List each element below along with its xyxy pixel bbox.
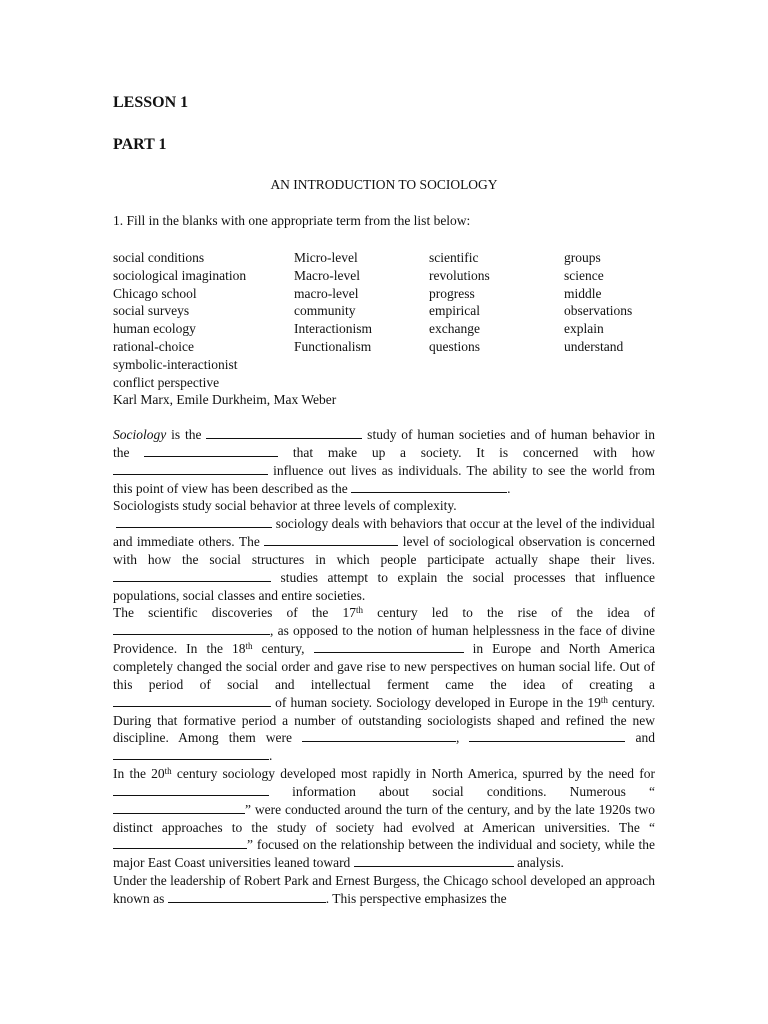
blank-line[interactable] xyxy=(113,622,270,635)
term: explain xyxy=(564,321,604,337)
term: Interactionism xyxy=(294,321,372,337)
exercise-text xyxy=(113,426,655,908)
term: social surveys xyxy=(113,303,190,319)
blank-line[interactable] xyxy=(469,729,625,742)
blank-line[interactable] xyxy=(354,854,514,867)
term: rational-choice xyxy=(113,338,194,354)
blank-line[interactable] xyxy=(113,783,269,796)
term: community xyxy=(294,303,356,319)
blank-line[interactable] xyxy=(116,515,272,528)
term: understand xyxy=(564,338,624,354)
document-title: AN INTRODUCTION TO SOCIOLOGY xyxy=(270,177,498,192)
blank-line[interactable] xyxy=(113,836,247,849)
blank-line[interactable] xyxy=(113,694,271,707)
blank-line[interactable] xyxy=(264,533,398,546)
term: exchange xyxy=(429,321,480,337)
paragraph: Sociologists study social behavior at three levels of complexity. xyxy=(113,498,457,514)
term: questions xyxy=(429,338,481,354)
term: Functionalism xyxy=(294,338,372,354)
blank-line[interactable] xyxy=(168,890,326,903)
blank-line[interactable] xyxy=(113,569,271,582)
blank-line[interactable] xyxy=(302,729,456,742)
paragraph: Sociology is the study of human societies and of human behavior in the that make up a society. It is concerned with how influence out lives as individuals. The ability to see the world from this point of view has been described as the . xyxy=(113,427,656,496)
term: Macro-level xyxy=(294,267,360,283)
term: empirical xyxy=(429,303,480,319)
lesson-heading: LESSON 1 xyxy=(113,94,189,111)
paragraph: In the 20th century sociology developed most rapidly in North America, spurred by the need for information about social conditions. Numerous “” were conducted around the turn of the century, and by the late 1920s two distinct approaches to the study of society had evolved at American universities. The “” focused on the relationship between the individual and society, while the major East Coast universities leaned toward analysis. xyxy=(113,766,655,871)
paragraph: The scientific discoveries of the 17th century led to the rise of the idea of , as opposed to the notion of human helplessness in the face of divine Providence. In the 18th century, in Europe and North America completely changed the social order and gave rise to new perspectives on human social life. Out of this period of social and intellectual ferment came the idea of creating a of human society. Sociology developed in Europe in the 19th century. During that formative period a number of outstanding sociologists shaped and refined the new discipline. Among them were , and . xyxy=(113,605,656,764)
blank-line[interactable] xyxy=(314,640,464,653)
term: Micro-level xyxy=(294,250,358,265)
blank-line[interactable] xyxy=(113,747,269,760)
term: middle xyxy=(564,285,602,301)
blank-line[interactable] xyxy=(113,801,245,814)
paragraph: Under the leadership of Robert Park and Ernest Burgess, the Chicago school developed an approach known as . This perspective emphasizes the xyxy=(113,873,655,906)
part-heading: PART 1 xyxy=(113,136,167,153)
term: symbolic-interactionist xyxy=(113,356,238,372)
term: Chicago school xyxy=(113,285,197,301)
term: social conditions xyxy=(113,250,205,265)
term: Karl Marx, Emile Durkheim, Max Weber xyxy=(113,392,337,408)
term: observations xyxy=(564,303,633,319)
italic-term: Sociology xyxy=(113,427,167,442)
term: scientific xyxy=(429,250,479,265)
term: human ecology xyxy=(113,321,196,337)
term: conflict perspective xyxy=(113,374,220,390)
blank-line[interactable] xyxy=(351,480,507,493)
exercise-instruction: 1. Fill in the blanks with one appropriate term from the list below: xyxy=(113,213,471,228)
blank-line[interactable] xyxy=(206,426,362,439)
paragraph: sociology deals with behaviors that occur at the level of the individual and immediate others. The level of sociological observation is concerned with how the social structures in which people participate actually shape their lives. studies attempt to explain the social processes that influence populations, social classes and entire societies. xyxy=(113,516,656,603)
term: macro-level xyxy=(294,285,359,301)
term: groups xyxy=(564,250,601,265)
blank-line[interactable] xyxy=(144,444,278,457)
term: sociological imagination xyxy=(113,267,247,283)
blank-line[interactable] xyxy=(113,462,268,475)
term: revolutions xyxy=(429,267,490,283)
term: progress xyxy=(429,285,475,301)
term: science xyxy=(564,267,604,283)
